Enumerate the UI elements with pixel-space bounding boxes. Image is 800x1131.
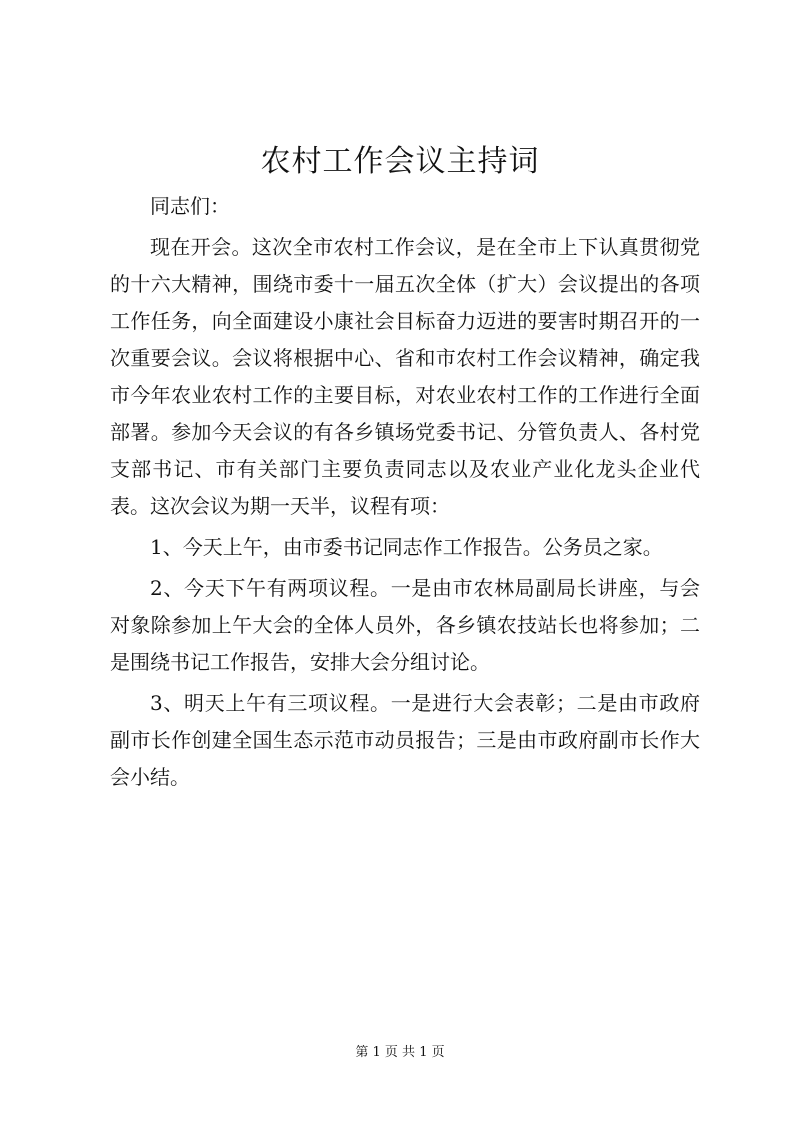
paragraph-agenda-3: 3、明天上午有三项议程。一是进行大会表彰；二是由市政府副市长作创建全国生态示范市动员报告；三是由市政府副市长作大会小结。 xyxy=(110,691,700,789)
paragraph-agenda-1: 1、今天上午，由市委书记同志作工作报告。公务员之家。 xyxy=(150,535,663,559)
document-body xyxy=(110,188,700,796)
paragraph-intro: 现在开会。这次全市农村工作会议，是在全市上下认真贯彻党的十六大精神，围绕市委十一届五次全体（扩大）会议提出的各项工作任务，向全面建设小康社会目标奋力迈进的要害时期召开的一次重要会议。会议将根据中心、省和市农村工作会议精神，确定我市今年农业农村工作的主要目标，对农业农村工作的工作进行全面部署。参加今天会议的有各乡镇场党委书记、分管负责人、各村党支部书记、市有关部门主要负责同志以及农业产业化龙头企业代表。这次会议为期一天半，议程有项： xyxy=(110,235,700,518)
page-title: 农村工作会议主持词 xyxy=(260,144,540,179)
greeting: 同志们： xyxy=(150,194,230,218)
page-footer: 第 1 页 共 1 页 xyxy=(355,1045,445,1060)
paragraph-agenda-2: 2、今天下午有两项议程。一是由市农林局副局长讲座，与会对象除参加上午大会的全体人员外，各乡镇农技站长也将参加；二是围绕书记工作报告，安排大会分组讨论。 xyxy=(110,576,700,674)
